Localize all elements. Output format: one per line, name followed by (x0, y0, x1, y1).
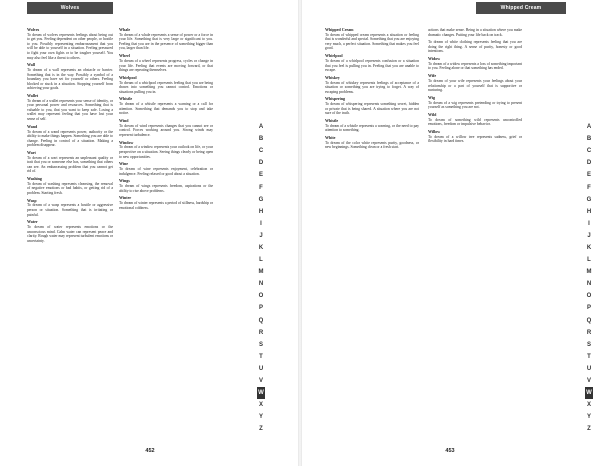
index-letter-b[interactable]: B (258, 136, 264, 143)
entry-title: Winter (119, 195, 132, 201)
entry-body: To dream of a willow tree represents sadness, grief or flexibility in hard times. (428, 134, 522, 144)
index-letter-h[interactable]: H (586, 208, 592, 215)
index-letter-j[interactable]: J (587, 232, 591, 239)
entry-title: Whistle (119, 96, 133, 102)
index-letter-b[interactable]: B (586, 136, 592, 143)
index-letter-a[interactable]: A (258, 124, 264, 131)
dictionary-entry (27, 63, 113, 91)
index-letter-t[interactable]: T (259, 353, 263, 360)
index-letter-h[interactable]: H (258, 208, 264, 215)
dictionary-entry (119, 162, 213, 176)
index-letter-x[interactable]: X (586, 402, 591, 409)
entry-body: To dream of the color white represents purity, goodness, or new beginnings. Something clean or a fresh start. (325, 140, 419, 150)
index-letter-d[interactable]: D (258, 160, 264, 167)
right-page-number: 453 (445, 448, 455, 454)
index-letter-s[interactable]: S (586, 341, 591, 348)
index-letter-u[interactable]: U (586, 365, 592, 372)
index-letter-a[interactable]: A (586, 124, 592, 131)
index-letter-f[interactable]: F (587, 184, 591, 191)
index-letter-k[interactable]: K (258, 244, 264, 251)
entry-body: To dream of wings represents freedom, aspirations or the ability to rise above problems. (119, 184, 213, 193)
entry-body: To dream of a whale represents a sense of power or a force in your life. Something that is very large or significant to you. Feeling that you are in the presence of something bigger than you, larger than life. (119, 32, 213, 51)
dictionary-entry (119, 76, 213, 94)
entry-body: To dream of wolves represents feelings about being out to get you. Feeling dependent on other people, or hostile to you. Possibly representing embarrassment that you will be able to yourself in a situation. Feeling pressured to fight your own fights or to be tougher yourself. You may also feel like a threat to others. (27, 32, 113, 60)
entry-body: To dream of a widow represents a loss of something important to you. Feeling alone or that something has ended. (428, 61, 522, 71)
entry-body: To dream of whipped cream represents a situation or feeling that is wonderful and special. Something that you are enjoying very much, a perfect situation. Something that makes you feel good. (325, 32, 419, 51)
index-letter-o[interactable]: O (258, 293, 264, 300)
entry-title: Wart (27, 149, 36, 155)
index-letter-y[interactable]: Y (586, 414, 591, 421)
left-column-1 (27, 28, 113, 444)
index-letter-m[interactable]: M (586, 269, 592, 276)
entry-body: To dream of a whirlpool represents confusion or a situation that you feel is pulling you in. Feeling that you are unable to escape. (325, 58, 419, 73)
dictionary-entry (27, 28, 113, 60)
dictionary-entry (119, 196, 213, 210)
index-letter-q[interactable]: Q (586, 317, 592, 324)
index-letter-e[interactable]: E (586, 172, 591, 179)
right-page (300, 0, 600, 466)
entry-body: To dream of a wart represents an unpleasant quality or trait that you or someone else has, something that others can see. An embarrassing problem that you cannot get rid of. (27, 155, 113, 174)
dictionary-entry (325, 136, 419, 150)
index-letter-n[interactable]: N (258, 281, 264, 288)
entry-title: Whispering (325, 96, 346, 102)
entry-title: Wheel (119, 53, 130, 59)
entry-title: Wild (428, 111, 437, 117)
index-letter-p[interactable]: P (586, 305, 591, 312)
index-letter-y[interactable]: Y (258, 414, 263, 421)
left-page-number: 452 (145, 448, 155, 454)
entry-body: To dream of a whistle represents a warning or a call for attention. Something that demands you to stop and take notice. (119, 102, 213, 116)
right-page-header: Whipped Cream (476, 2, 566, 14)
index-letter-x[interactable]: X (258, 402, 263, 409)
left-alphabet-index[interactable] (257, 121, 265, 435)
entry-body: To dream of white clothing represents feeling that you are doing the right thing. A sense of purity, honesty or good intentions. (428, 40, 522, 54)
index-letter-w[interactable]: W (257, 387, 265, 399)
dictionary-entry (325, 97, 419, 115)
dictionary-entry (119, 119, 213, 137)
entry-title: Water (27, 219, 38, 225)
dictionary-entry (428, 40, 522, 54)
dictionary-entry (325, 119, 419, 133)
entry-body: To dream of a wig represents pretending or trying to present yourself as something you are not. (428, 100, 522, 110)
index-letter-l[interactable]: L (587, 257, 591, 264)
dictionary-entry (325, 28, 419, 51)
entry-body: To dream of water represents emotions or the unconscious mind. Calm water can represent peace and clarity. Rough water may represent turbulent emotions or uncertainty. (27, 225, 113, 243)
index-letter-q[interactable]: Q (258, 317, 264, 324)
dictionary-entry (119, 141, 213, 159)
entry-title: Whale (119, 28, 131, 32)
index-letter-g[interactable]: G (586, 196, 592, 203)
entry-body: To dream of something wild represents uncontrolled emotions, freedom or impulsive behavior. (428, 117, 522, 127)
index-letter-w[interactable]: W (585, 387, 593, 399)
entry-title: Washing (27, 176, 42, 182)
dictionary-entry (27, 220, 113, 243)
dictionary-entry (325, 76, 419, 94)
index-letter-p[interactable]: P (258, 305, 263, 312)
entry-body: To dream of a wallet represents your sense of identity, or your personal power and resources. Something that is valuable to you, that you want to keep safe. Losing a wallet may represent feeling that you have lost your sense of self. (27, 98, 113, 121)
index-letter-i[interactable]: I (260, 220, 262, 227)
index-letter-g[interactable]: G (258, 196, 264, 203)
index-letter-l[interactable]: L (259, 257, 263, 264)
entry-title: Widow (428, 56, 441, 62)
dictionary-entry (428, 96, 522, 110)
entry-title: Wine (119, 161, 129, 167)
index-letter-e[interactable]: E (258, 172, 263, 179)
dictionary-entry (325, 54, 419, 72)
entry-body: actions that make sense. Being in a situation where you make dramatic changes. Putting your life back on track. (428, 28, 522, 37)
index-letter-d[interactable]: D (586, 160, 592, 167)
entry-title: Whirlpool (119, 74, 137, 80)
dictionary-entry (428, 57, 522, 71)
index-letter-z[interactable]: Z (259, 426, 263, 433)
index-letter-o[interactable]: O (586, 293, 592, 300)
index-letter-z[interactable]: Z (587, 426, 591, 433)
entry-title: Wings (119, 178, 130, 184)
entry-title: Whistle (325, 118, 339, 124)
entry-body: To dream of a window represents your outlook on life, or your perspective on a situation. Seeing things clearly or being open to new opportunities. (119, 145, 213, 159)
index-letter-s[interactable]: S (258, 341, 263, 348)
entry-title: Wife (428, 73, 437, 79)
dictionary-entry (27, 94, 113, 122)
entry-body: To dream of whiskey represents feelings of acceptance of a situation or something you are trying to forget. A way of escaping problems. (325, 80, 419, 94)
index-letter-m[interactable]: M (258, 269, 264, 276)
right-column-2 (428, 28, 522, 444)
entry-title: Willow (428, 128, 441, 134)
entry-body: To dream of winter represents a period of stillness, hardship or emotional coldness. (119, 201, 213, 210)
dictionary-entry (27, 125, 113, 148)
dictionary-entry (119, 97, 213, 115)
entry-body: To dream of wind represents changes that you cannot see or control. Forces working around you. Strong winds may represent turbulence. (119, 123, 213, 137)
index-letter-j[interactable]: J (259, 232, 263, 239)
entry-title: Wall (27, 62, 36, 68)
left-column-2 (119, 28, 213, 444)
dictionary-entry (27, 151, 113, 174)
index-letter-t[interactable]: T (587, 353, 591, 360)
dictionary-entry (119, 179, 213, 193)
entry-title: Wolves (27, 28, 40, 32)
entry-title: Wind (119, 118, 129, 124)
entry-body: To dream of washing represents cleansing, the removal of negative emotions or bad habits, or getting rid of a problem. Starting fresh. (27, 181, 113, 195)
index-letter-r[interactable]: R (586, 329, 592, 336)
dictionary-entry (428, 130, 522, 144)
index-letter-n[interactable]: N (586, 281, 592, 288)
entry-title: White (325, 135, 336, 141)
index-letter-v[interactable]: V (586, 378, 591, 385)
dictionary-entry (27, 199, 113, 217)
entry-title: Window (119, 139, 134, 145)
dictionary-entry (27, 177, 113, 195)
entry-title: Wasp (27, 197, 37, 203)
entry-title: Whipped Cream (325, 28, 354, 32)
dictionary-entry (428, 74, 522, 92)
entry-title: Whirlpool (325, 53, 343, 59)
index-letter-v[interactable]: V (258, 378, 263, 385)
left-page-header: Wolves (27, 2, 113, 14)
index-letter-i[interactable]: I (588, 220, 590, 227)
right-column-1 (325, 28, 419, 444)
index-letter-c[interactable]: C (258, 148, 264, 155)
entry-body: To dream of wine represents enjoyment, celebration or indulgence. Feeling relaxed or good about a situation. (119, 167, 213, 176)
entry-body: To dream of your wife represents your feelings about your relationship or a part of yourself that is supportive or nurturing. (428, 78, 522, 93)
entry-title: Whiskey (325, 74, 340, 80)
entry-body: To dream of a wall represents an obstacle or barrier. Something that is in the way. Possibly a symbol of a boundary you have set for yourself or others. Feeling blocked or stuck in a situation. Stopping yourself from achieving your goals. (27, 68, 113, 91)
index-letter-k[interactable]: K (586, 244, 592, 251)
index-letter-u[interactable]: U (258, 365, 264, 372)
entry-body: To dream of a whirlpool represents feeling that you are being drawn into something you cannot control. Emotions or situations pulling you in. (119, 80, 213, 94)
index-letter-r[interactable]: R (258, 329, 264, 336)
entry-body: To dream of a wasp represents a hostile or aggressive person or situation. Something that is irritating or painful. (27, 203, 113, 217)
dictionary-entry (119, 54, 213, 72)
entry-body: To dream of a wheel represents progress, cycles or change in your life. Feeling that events are moving forward, or that things are repeating themselves. (119, 58, 213, 73)
entry-body: To dream of whispering represents something secret, hidden or private that is being shared. A situation where you are not sure of the truth. (325, 102, 419, 116)
dictionary-entry (428, 113, 522, 127)
dictionary-entry (119, 28, 213, 51)
entry-body: To dream of a whistle represents a warning, or the need to pay attention to something. (325, 123, 419, 133)
dictionary-entry (428, 28, 522, 37)
index-letter-f[interactable]: F (259, 184, 263, 191)
right-alphabet-index[interactable] (585, 121, 593, 435)
entry-title: Wig (428, 94, 436, 100)
index-letter-c[interactable]: C (586, 148, 592, 155)
entry-body: To dream of a wand represents power, authority or the ability to make things happen. Something you are able to change. Feeling in control of a situation. Making a problem disappear. (27, 129, 113, 148)
entry-title: Wand (27, 123, 38, 129)
entry-title: Wallet (27, 92, 39, 98)
